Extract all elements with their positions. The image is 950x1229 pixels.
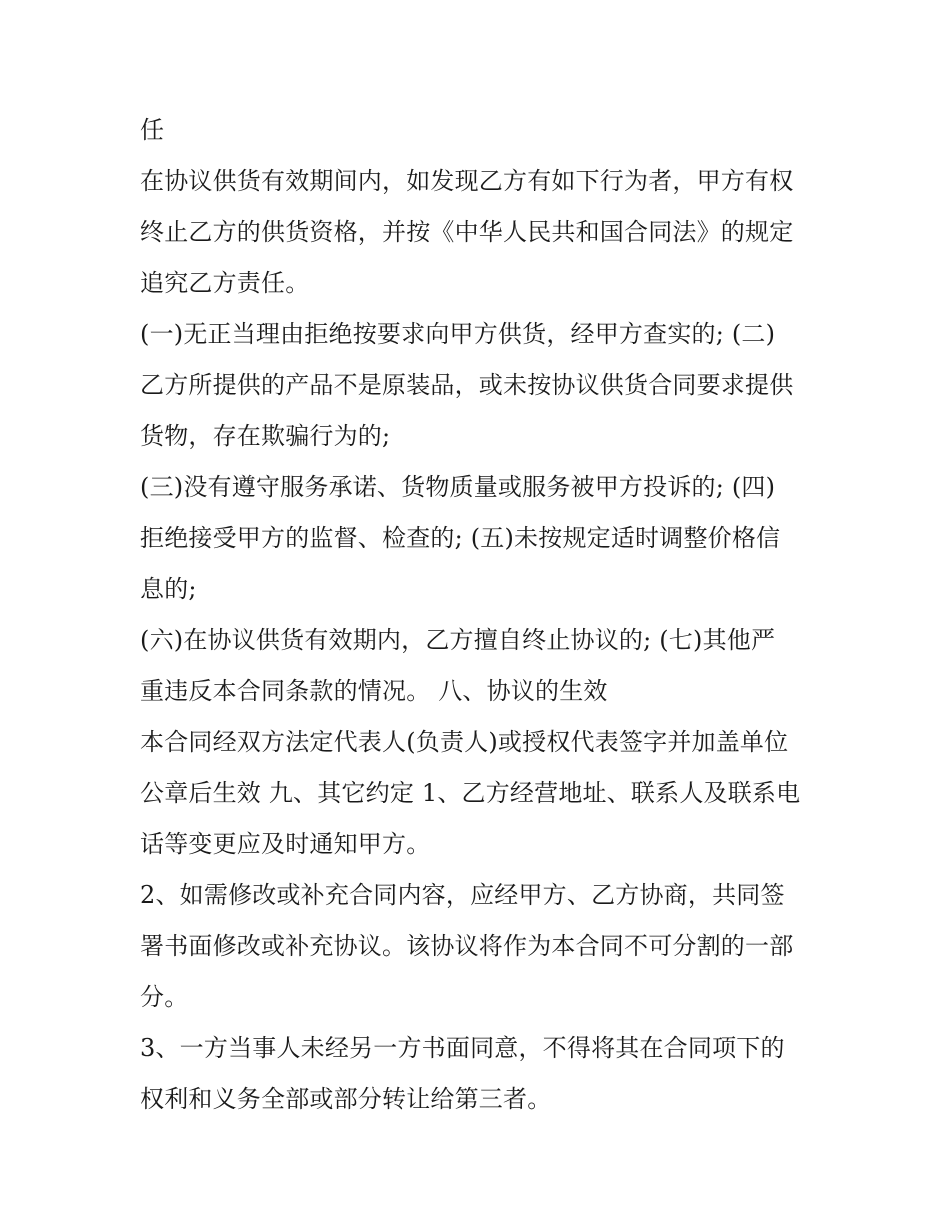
text-line: (六)在协议供货有效期内，乙方擅自终止协议的; (七)其他严: [140, 626, 776, 654]
text-line: 拒绝接受甲方的监督、检查的; (五)未按规定适时调整价格信: [140, 524, 781, 552]
text-line: (三)没有遵守服务承诺、货物质量或服务被甲方投诉的; (四): [140, 473, 776, 501]
text-line: 重违反本合同条款的情况。 八、协议的生效: [140, 677, 608, 705]
text-line: (一)无正当理由拒绝按要求向甲方供货，经甲方查实的; (二): [140, 320, 776, 348]
text-line: 货物，存在欺骗行为的;: [140, 422, 391, 450]
text-line: 任: [140, 116, 165, 144]
text-line: 息的;: [140, 575, 197, 603]
text-line: 话等变更应及时通知甲方。: [140, 830, 431, 858]
text-line: 3、一方当事人未经另一方书面同意，不得将其在合同项下的: [140, 1034, 785, 1062]
text-line: 在协议供货有效期间内，如发现乙方有如下行为者，甲方有权: [140, 167, 794, 195]
text-line: 公章后生效 九、其它约定 1、乙方经营地址、联系人及联系电: [140, 779, 801, 807]
text-line: 权利和义务全部或部分转让给第三者。: [140, 1085, 552, 1113]
text-line: 署书面修改或补充协议。该协议将作为本合同不可分割的一部: [140, 932, 794, 960]
text-line: 终止乙方的供货资格，并按《中华人民共和国合同法》的规定: [140, 218, 794, 246]
text-line: 2、如需修改或补充合同内容，应经甲方、乙方协商，共同签: [140, 881, 785, 909]
text-line: 乙方所提供的产品不是原装品，或未按协议供货合同要求提供: [140, 371, 794, 399]
text-line: 本合同经双方法定代表人(负责人)或授权代表签字并加盖单位: [140, 728, 789, 756]
text-line: 追究乙方责任。: [140, 269, 310, 297]
text-line: 分。: [140, 983, 189, 1011]
